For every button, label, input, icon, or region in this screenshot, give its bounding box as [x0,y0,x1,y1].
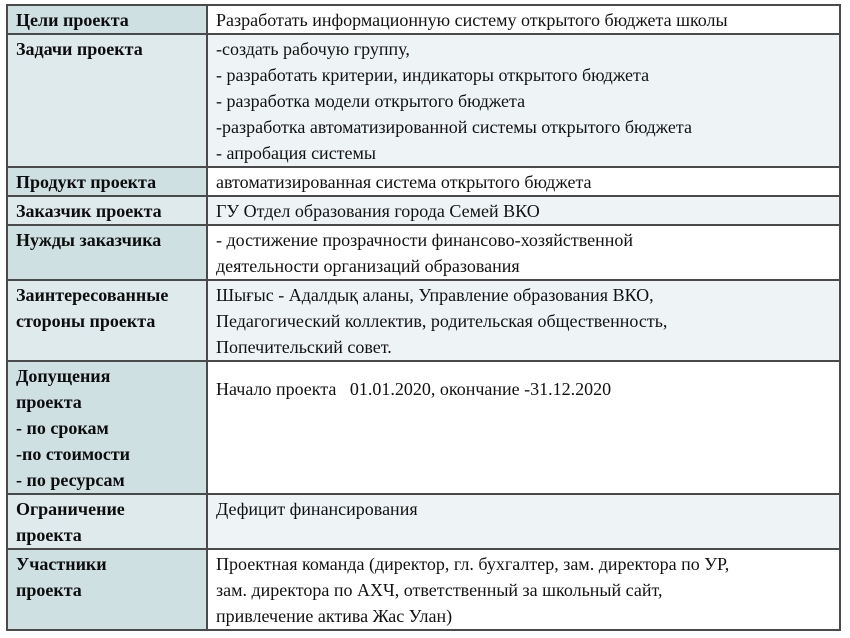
participants-label-line: Участники [16,554,107,574]
assumptions-label-line: проекта [16,392,82,412]
row-tasks [7,34,840,167]
tasks-value-line: -создать рабочую группу, [216,39,410,59]
tasks-value-line: -разработка автоматизированной системы открытого бюджета [216,117,692,137]
row-customer [7,196,840,225]
customer-label [7,196,207,225]
row-constraints [7,494,840,549]
tasks-label-line: Задачи проекта [16,39,143,59]
goals-value-line: Разработать информационную систему открытого бюджета школы [216,10,728,30]
stakeholders-value [207,280,840,361]
assumptions-label-line: -по стоимости [16,444,131,464]
participants-value-line: привлечение актива Жас Улан) [216,606,453,626]
assumptions-label-line: - по ресурсам [16,470,125,490]
customer-label-line: Заказчик проекта [16,201,162,221]
row-customer-needs [7,225,840,280]
assumptions-label [7,361,207,494]
goals-value [207,5,840,34]
stakeholders-value-line: Педагогический коллектив, родительская общественность, [216,311,668,331]
customer-needs-value-line: - достижение прозрачности финансово-хозяйственной [216,230,634,250]
customer-value [207,196,840,225]
assumptions-label-line: - по срокам [16,418,109,438]
stakeholders-label [7,280,207,361]
row-assumptions [7,361,840,494]
row-goals [7,5,840,34]
constraints-value [207,494,840,549]
participants-value [207,549,840,630]
product-label [7,167,207,196]
stakeholders-value-line: Попечительский совет. [216,337,392,357]
row-stakeholders [7,280,840,361]
goals-label-line: Цели проекта [16,10,129,30]
tasks-label [7,34,207,167]
participants-label [7,549,207,630]
product-label-line: Продукт проекта [16,172,157,192]
product-value [207,167,840,196]
constraints-value-line: Дефицит финансирования [216,499,418,519]
customer-needs-value-line: деятельности организаций образования [216,256,520,276]
product-value-line: автоматизированная система открытого бюджета [216,172,592,192]
constraints-label-line: Ограничение [16,499,125,519]
customer-needs-value [207,225,840,280]
assumptions-label-line: Допущения [16,366,111,386]
customer-value-line: ГУ Отдел образования города Семей ВКО [216,201,540,221]
tasks-value-line: - разработка модели открытого бюджета [216,91,526,111]
project-charter-table [6,4,841,631]
stakeholders-label-line: стороны проекта [16,311,156,331]
stakeholders-label-line: Заинтересованные [16,285,169,305]
assumptions-value [207,361,840,494]
row-participants [7,549,840,630]
participants-label-line: проекта [16,580,82,600]
participants-value-line: Проектная команда (директор, гл. бухгалтер, зам. директора по УР, [216,554,730,574]
tasks-value-line: - апробация системы [216,143,377,163]
tasks-value-line: - разработать критерии, индикаторы открытого бюджета [216,65,650,85]
participants-value-line: зам. директора по АХЧ, ответственный за школьный сайт, [216,580,663,600]
customer-needs-label [7,225,207,280]
stakeholders-value-line: Шығыс - Адалдық аланы, Управление образования ВКО, [216,285,654,305]
assumptions-value-line: Начало проекта 01.01.2020, окончание -31.12.2020 [216,379,612,399]
goals-label [7,5,207,34]
constraints-label [7,494,207,549]
row-product [7,167,840,196]
customer-needs-label-line: Нужды заказчика [16,230,162,250]
constraints-label-line: проекта [16,525,82,545]
tasks-value [207,34,840,167]
